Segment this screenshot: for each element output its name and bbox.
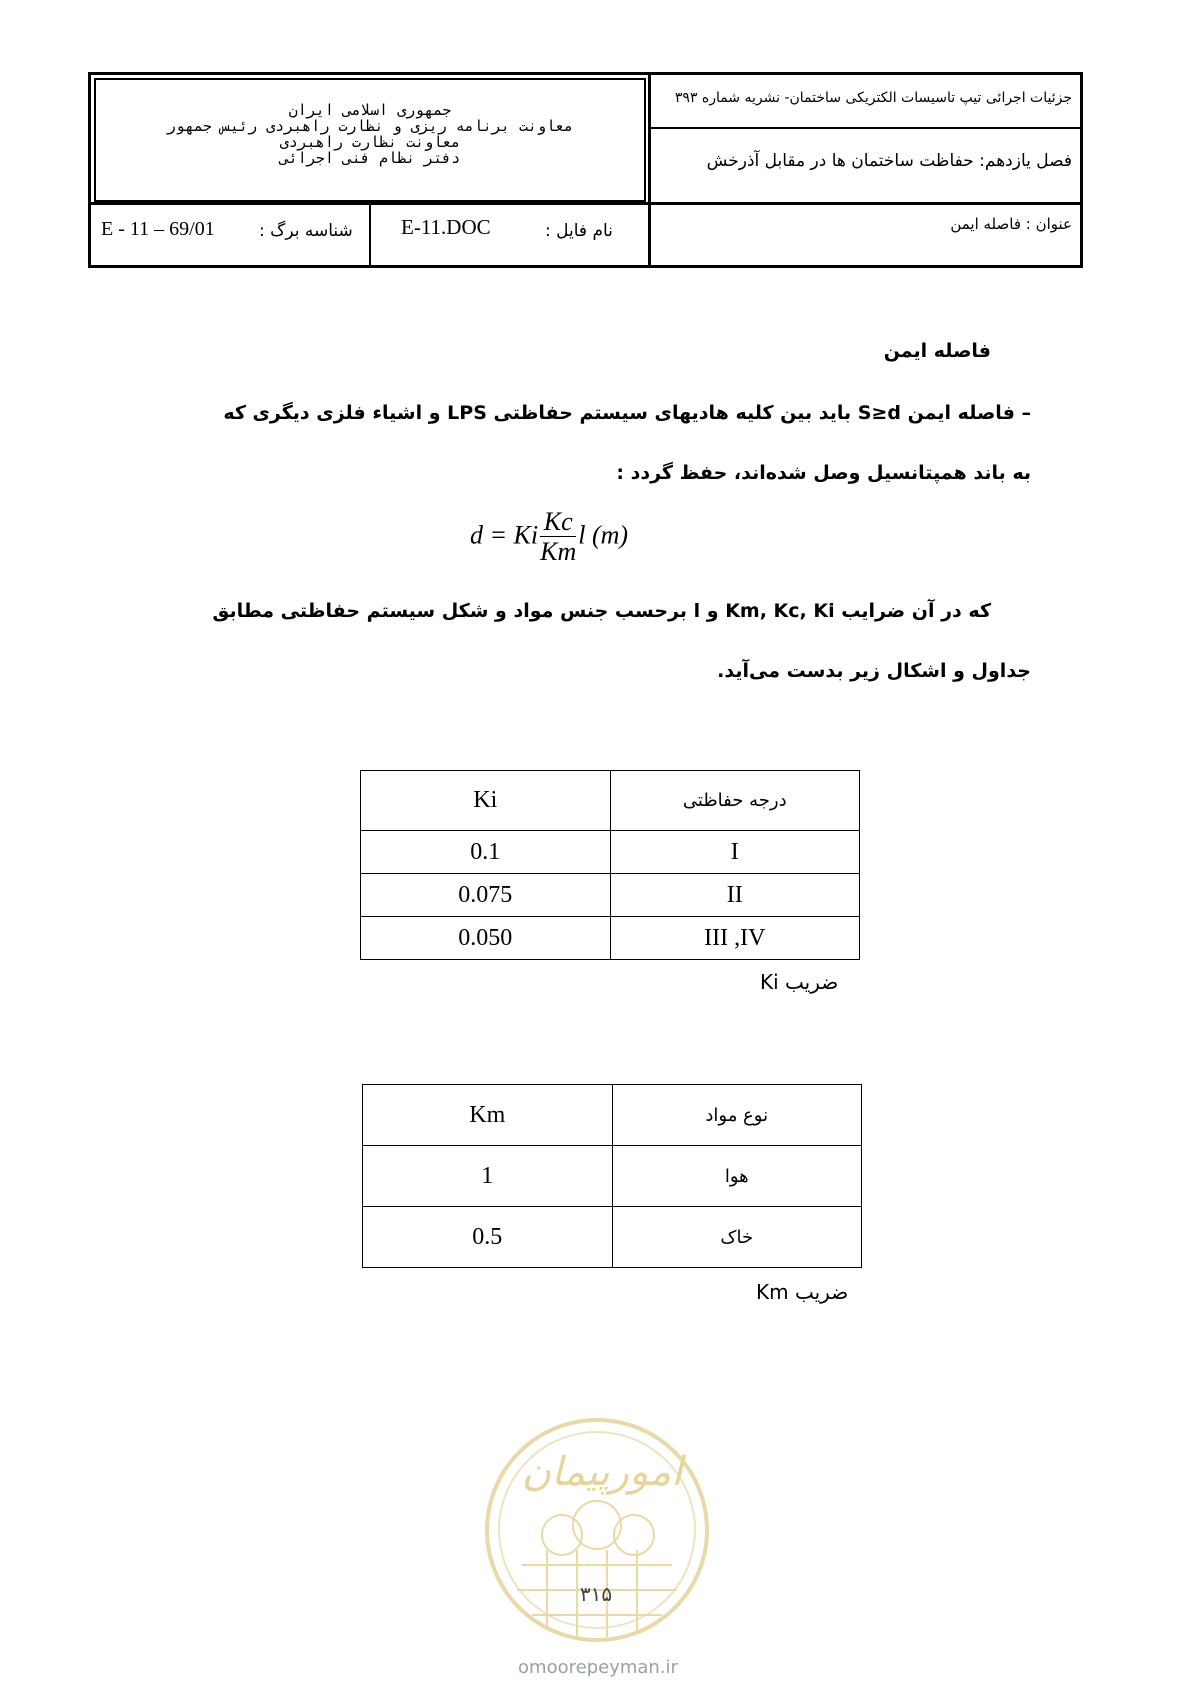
ki-value-cell: 0.1 xyxy=(361,831,611,874)
org-line-3: معاونت نظارت راهبردی xyxy=(279,133,461,151)
km-header-material: نوع مواد xyxy=(612,1085,862,1146)
ki-level-cell: III ,IV xyxy=(610,917,860,960)
formula-denominator: Km xyxy=(540,537,577,566)
organization-box xyxy=(94,78,646,202)
formula-fraction xyxy=(540,508,576,567)
org-line-4: دفتر نظام فنی اجرائی xyxy=(279,149,461,167)
paragraph-line: به باند همپتانسیل وصل شده‌اند، حفظ گردد : xyxy=(616,462,1031,484)
document-header xyxy=(88,72,1083,268)
formula-lhs: d = Ki xyxy=(470,520,539,550)
ki-level-cell: II xyxy=(610,874,860,917)
org-line-2: معاونت برنامه ریزی و نظارت راهبردی رئیس جمهور xyxy=(166,117,574,135)
sheet-id: E - 11 – 69/01 xyxy=(101,218,215,240)
ki-level-cell: I xyxy=(610,831,860,874)
km-material-cell: هوا xyxy=(612,1146,862,1207)
file-name: E-11.DOC xyxy=(401,215,491,239)
paragraph-line: – فاصله ایمن S≥d باید بین کلیه هادیهای سیستم حفاظتی LPS و اشیاء فلزی دیگری که xyxy=(223,402,1031,424)
org-line-1: جمهوری اسلامی ایران xyxy=(288,101,452,119)
omoorepeyman-seal-logo xyxy=(482,1415,712,1645)
safety-distance-formula xyxy=(470,508,628,567)
km-value-cell: 1 xyxy=(363,1146,613,1207)
formula-rhs: l (m) xyxy=(578,520,629,550)
website-watermark: omoorepeyman.ir xyxy=(518,1657,678,1678)
ki-header-level: درجه حفاظتی xyxy=(610,771,860,831)
page-number: ۳۱۵ xyxy=(579,1582,613,1606)
ki-header-value: Ki xyxy=(361,771,611,831)
km-value-cell: 0.5 xyxy=(363,1207,613,1268)
ki-value-cell: 0.075 xyxy=(361,874,611,917)
ki-table-caption: ضریب Ki xyxy=(760,970,839,994)
section-heading: فاصله ایمن xyxy=(883,340,991,362)
seal-lettering: امورپیمان xyxy=(521,1449,683,1495)
paragraph-line: جداول و اشکال زیر بدست می‌آید. xyxy=(717,660,1031,682)
km-header-value: Km xyxy=(363,1085,613,1146)
publication-title: جزئیات اجرائی تیپ تاسیسات الکتریکی ساختمان- نشریه شماره ۳۹۳ xyxy=(674,90,1072,106)
chapter-title: فصل یازدهم: حفاظت ساختمان ها در مقابل آذرخش xyxy=(706,151,1072,171)
formula-numerator: Kc xyxy=(540,508,576,537)
km-table-caption: ضریب Km xyxy=(756,1280,849,1304)
paragraph-line: که در آن ضرایب Km, Kc, Ki و l برحسب جنس مواد و شکل سیستم حفاظتی مطابق xyxy=(212,600,991,622)
km-table xyxy=(362,1084,862,1268)
sheet-id-label: شناسه برگ : xyxy=(259,221,353,241)
sheet-title: عنوان : فاصله ایمن xyxy=(950,215,1072,233)
ki-value-cell: 0.050 xyxy=(361,917,611,960)
file-label: نام فایل : xyxy=(545,221,613,241)
ki-table xyxy=(360,770,860,960)
km-material-cell: خاک xyxy=(612,1207,862,1268)
